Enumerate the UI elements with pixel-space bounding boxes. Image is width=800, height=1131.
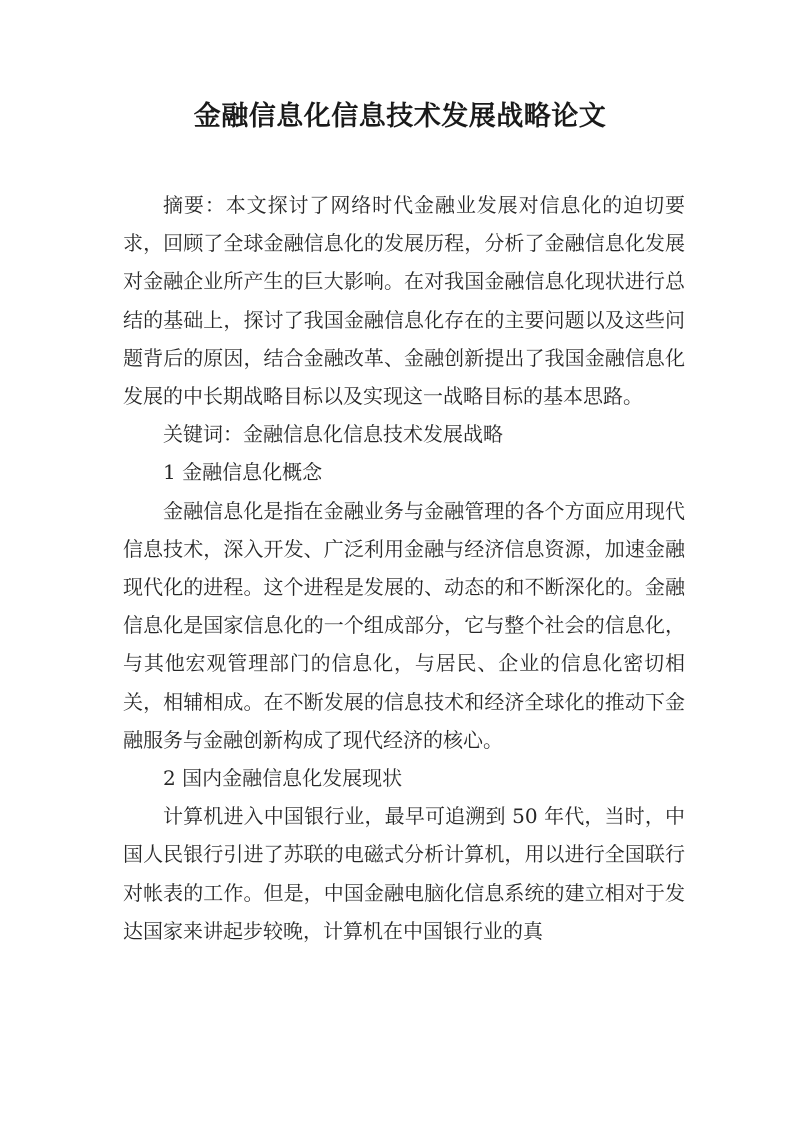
- section-2-heading: 2 国内金融信息化发展现状: [163, 766, 403, 791]
- section-2-paragraph: 计算机进入中国银行业，最早可追溯到 50 年代，当时，中国人民银行引进了苏联的电磁式分析计算机，用以进行全国联行对帐表的工作。但是，中国金融电脑化信息系统的建立相对于发达国家来讲起步较晚，计算机在中国银行业的真: [123, 804, 685, 943]
- section-1-heading: 1 金融信息化概念: [163, 460, 323, 485]
- document-body: [123, 186, 685, 950]
- document-title: 金融信息化信息技术发展战略论文: [193, 101, 607, 132]
- section-1-paragraph: 金融信息化是指在金融业务与金融管理的各个方面应用现代信息技术，深入开发、广泛利用金融与经济信息资源，加速金融现代化的进程。这个进程是发展的、动态的和不断深化的。金融信息化是国家信息化的一个组成部分，它与整个社会的信息化，与其他宏观管理部门的信息化，与居民、企业的信息化密切相关，相辅相成。在不断发展的信息技术和经济全球化的推动下金融服务与金融创新构成了现代经济的核心。: [123, 498, 685, 752]
- abstract-paragraph: 摘要：本文探讨了网络时代金融业发展对信息化的迫切要求，回顾了全球金融信息化的发展历程，分析了金融信息化发展对金融企业所产生的巨大影响。在对我国金融信息化现状进行总结的基础上，探讨了我国金融信息化存在的主要问题以及这些问题背后的原因，结合金融改革、金融创新提出了我国金融信息化发展的中长期战略目标以及实现这一战略目标的基本思路。: [123, 193, 685, 409]
- keywords-line: 关键词：金融信息化信息技术发展战略: [163, 422, 503, 447]
